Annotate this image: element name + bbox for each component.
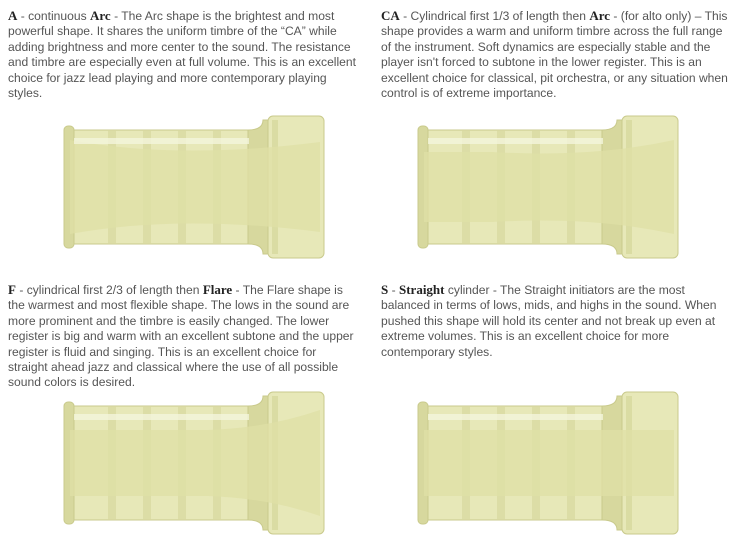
shape-code: CA — [381, 8, 400, 23]
section-a — [8, 8, 358, 101]
section-a-description — [8, 8, 358, 101]
shape-description: cylinder - The Straight initiators are the most balanced in terms of lows, mids, and highs in the sound. When pushed this shape will hold its center and not break up even at extreme volumes. This is an excellent choice for more contemporary styles. — [381, 283, 717, 359]
section-ca-description — [381, 8, 731, 101]
bore-profile — [424, 430, 674, 496]
separator: - — [388, 283, 399, 297]
shape-code: A — [8, 8, 18, 23]
section-ca — [381, 8, 731, 101]
bore-profile — [424, 140, 674, 234]
section-f-description — [8, 282, 358, 391]
shape-description: - The Flare shape is the warmest and most flexible shape. The lows in the sound are more prominent and the timbre is easily changed. The lower register is big and warm with an excellent subtone and the upper register is fluid and singing. This is an excellent choice for straight ahead jazz and classical where the use of all possible sound colors is desired. — [8, 283, 354, 390]
shape-name: Arc — [90, 8, 111, 23]
section-s — [381, 282, 731, 360]
shape-description: - The Arc shape is the brightest and most powerful shape. It shares the uniform timbre of the “CA” while adding brightness and more center to the sound. The resistance and timbre are especially even at full volume. This is an excellent choice for jazz lead playing and more contemporary playing styles. — [8, 9, 356, 101]
tube-highlight — [74, 138, 249, 144]
shape-code: S — [381, 282, 389, 297]
section-f — [8, 282, 358, 391]
bore-profile — [70, 140, 320, 234]
shape-name: Flare — [202, 282, 233, 297]
separator: - Cylindrical first 1/3 of length then — [399, 9, 590, 23]
tube-highlight — [428, 414, 603, 420]
tube-highlight — [428, 138, 603, 144]
cylindrical-arc-bore-illustration — [412, 112, 682, 262]
shape-code: F — [8, 282, 16, 297]
shape-name: Straight — [398, 282, 445, 297]
separator: - continuous — [17, 9, 90, 23]
straight-bore-illustration — [412, 388, 682, 538]
section-s-description — [381, 282, 731, 360]
arc-bore-illustration — [58, 112, 328, 262]
shape-name: Arc — [589, 8, 611, 23]
separator: - cylindrical first 2/3 of length then — [15, 283, 203, 297]
tube-highlight — [74, 414, 249, 420]
shape-description: - (for alto only) – This shape provides a warm and uniform timbre across the full range of the instrument. Soft dynamics are especially stable and the player isn't forced to subtone in the lower register. This is an excellent choice for classical, pit orchestra, or any situation when control is of extreme importance. — [381, 9, 728, 101]
flare-bore-illustration — [58, 388, 328, 538]
